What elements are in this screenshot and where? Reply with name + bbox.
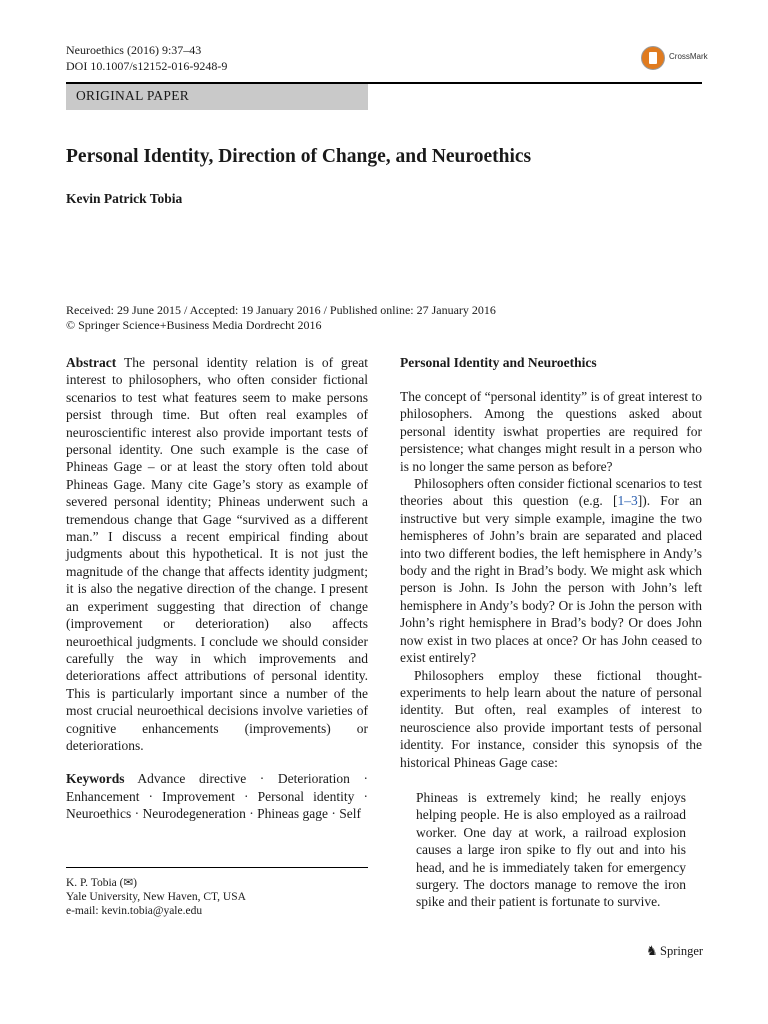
footnote-affiliation: Yale University, New Haven, CT, USA [66, 891, 246, 903]
paragraph-2: Philosophers often consider fictional scenarios to test theories about this question (e.g. [1–3]). For an instructive but very simple example, imagine the two hemispheres of John’s brain are separated and placed into two different bodies, the left hemisphere in Andy’s body and the right in Brad’s body. We might ask which person is John. Is John the person with John’s left hemisphere in Andy’s body? Or is John the person with John’s right hemisphere in Brad’s body? Or does John now exist in two places at once? Or has John ceased to exist entirely? [400, 476, 702, 666]
keywords [66, 770, 368, 822]
abstract-text: The personal identity relation is of great interest to philosophers, who often consider fictional scenarios to test what features seem to make persons persist through time. But often real examples of neuroscientific interest also provide important tests of personal identity. One such example is the case of Phineas Gage – or at least the story often told about Phineas Gage. Many cite Gage’s story as example of severed personal identity; Phineas underwent such a tremendous change that Gage “survived as a different man.” I discuss a recent empirical finding about judgments about this hypothetical. It is not just the magnitude of the change that affects identity judgment; it is also the negative direction of the change. I present an experiment suggesting that direction of change (improvement or deterioration) also affects neuroethical judgments. I conclude we should consider carefully the way in which improvements and deteriorations affect attributions of personal identity. This is particularly important since a number of the most crucial neuroethical decisions involve varieties of cognitive enhancements (improvements) or deteriorations. [66, 355, 368, 753]
journal-line: Neuroethics (2016) 9:37–43 [66, 43, 202, 57]
journal-citation [66, 42, 227, 74]
block-quote: Phineas is extremely kind; he really enjoys helping people. He is also employed as a railroad worker. One day at work, a railroad explosion causes a large iron spike to fly out and into his head, and he is immediately taken for emergency surgery. The doctors manage to remove the iron spike and their patient is fortunate to survive. [416, 789, 686, 910]
copyright-line: © Springer Science+Business Media Dordrecht 2016 [66, 318, 322, 332]
footnote-author: K. P. Tobia (✉) [66, 877, 137, 889]
paragraph-3: Philosophers employ these fictional thought- experiments to help learn about the nature of personal identity. But often, real examples of interest to neuroscience also provide important tests of personal identity. For instance, consider this synopsis of the historical Phineas Gage case: [400, 667, 702, 770]
springer-horse-icon: ♞ [646, 943, 658, 958]
paper-type-banner: ORIGINAL PAPER [66, 84, 368, 110]
author-footnote [66, 876, 246, 918]
springer-label: Springer [660, 944, 704, 958]
keywords-text: Advance directive · Deterioration · Enhancement · Improvement · Personal identity · Neuroethics · Neurodegeneration · Phineas gage · Self [66, 771, 368, 822]
right-column [400, 354, 702, 911]
citation-link[interactable]: 1–3 [617, 493, 638, 509]
article-title: Personal Identity, Direction of Change, and Neuroethics [66, 146, 532, 167]
footnote-rule [66, 867, 368, 868]
article-dates [66, 303, 496, 333]
article-author: Kevin Patrick Tobia [66, 191, 183, 206]
doi-line: DOI 10.1007/s12152-016-9248-9 [66, 59, 228, 73]
crossmark-badge[interactable] [641, 46, 708, 72]
springer-logo [646, 943, 703, 959]
crossmark-icon [641, 46, 665, 70]
footnote-email[interactable]: e-mail: kevin.tobia@yale.edu [66, 905, 203, 917]
paragraph-1: The concept of “personal identity” is of great interest to philosophers. Among the questions asked about personal identity iswhat properties are required for persistence; what changes might result in a person who is no longer the same person as before? [400, 389, 702, 474]
section-heading: Personal Identity and Neuroethics [400, 355, 597, 370]
abstract-label: Abstract [66, 355, 117, 370]
crossmark-label: CrossMark [669, 52, 708, 61]
keywords-label: Keywords [66, 771, 125, 787]
dates-line: Received: 29 June 2015 / Accepted: 19 January 2016 / Published online: 27 January 2016 [66, 303, 496, 317]
left-column [66, 354, 368, 823]
abstract [66, 354, 368, 754]
